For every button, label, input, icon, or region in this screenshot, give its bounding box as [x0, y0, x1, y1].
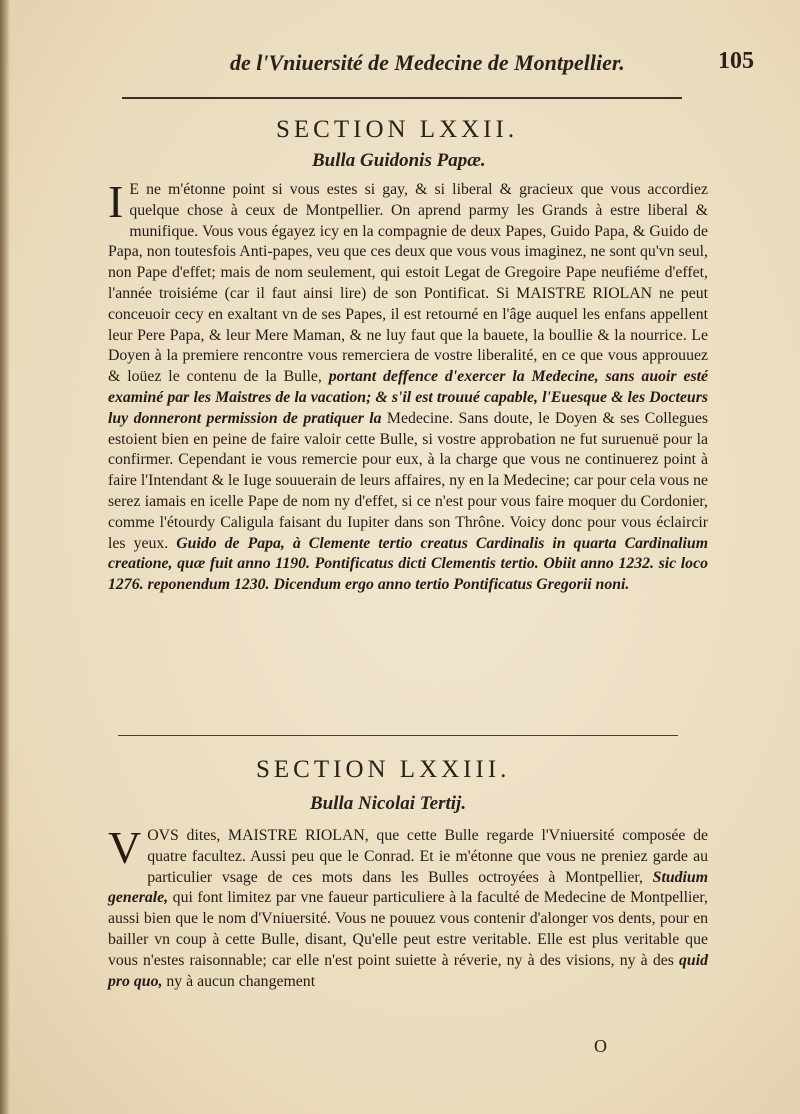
page-number: 105 [718, 48, 754, 74]
text-segment: Medecine. Sans doute, le Doyen & ses Collegues estoient bien en peine de faire valoir cette Bulle, si vostre approbation ne fut suruenuë pour la confirmer. Cependant ie vous remercie pour eux, à la charge que vous ne continuerez point à faire l'Intendant & le Iuge souuerain de leurs affaires, ny en la Medecine; car pour cela vous ne serez iamais en icelle Pape de nom ny d'effet, si ce n'est pour vous faire moquer du Cordonier, comme l'étourdy Caligula faisant du Iupiter dans son Thrône. Voicy donc pour vous éclaircir les yeux. [108, 409, 708, 552]
text-segment: qui font limitez par vne faueur particuliere à la faculté de Medecine de Montpellier, aussi bien que le nom d'Vniuersité. Vous ne pouuez vous contenir d'alonger vos dents, pour en bailler vn coup à cette Bulle, disant, Qu'elle peut estre veritable. Elle est plus veritable que vous n'estes raisonnable; car elle n'est point suiette à réverie, ny à des visions, ny à des [108, 889, 708, 969]
section-73-subtitle: Bulla Nicolai Tertij. [310, 793, 467, 814]
catchword: O [594, 1036, 607, 1056]
section-72-subtitle: Bulla Guidonis Papæ. [312, 150, 486, 171]
italic-segment: portant deffence d'exercer la Medecine, sans auoir esté examiné par les Maistres de la vacation; & s'il est trouué capable, l'Euesque & les Docteurs luy donneront permission de pratiquer la [108, 368, 708, 427]
page-header [120, 46, 760, 82]
drop-cap: V [108, 822, 142, 873]
text-segment: OVS dites, MAISTRE RIOLAN, que cette Bulle regarde l'Vniuersité composée de quatre facultez. Aussi peu que le Conrad. Et ie m'étonne que vous ne preniez garde au particulier vsage de ces mots dans les Bulles octroyées à Montpellier, [147, 827, 708, 886]
section-73-body [108, 822, 708, 992]
section-72-paragraph [108, 176, 708, 596]
page-spine-shadow [0, 0, 10, 1114]
running-head: de l'Vniuersité de Medecine de Montpellier. [230, 50, 625, 75]
italic-segment: Guido de Papa, à Clemente tertio creatus Cardinalis in quarta Cardinalium creatione, quæ fuit anno 1190. Pontificatus dicti Clementis tertio. Obiit anno 1232. sic loco 1276. reponendum 1230. Dicendum ergo anno tertio Pontificatus Gregorii noni. [108, 534, 708, 594]
header-rule [122, 97, 682, 99]
section-73-paragraph [108, 822, 708, 992]
section-divider [118, 735, 678, 736]
section-72-heading: SECTION LXXII. [276, 116, 519, 143]
section-73-heading: SECTION LXXIII. [256, 756, 511, 783]
italic-segment: Studium generale, [108, 868, 708, 907]
italic-segment: quid pro quo, [108, 951, 708, 990]
text-segment: E ne m'étonne point si vous estes si gay, & si liberal & gracieux que vous accordiez quelque chose à ceux de Montpellier. On aprend parmy les Grands à estre liberal & munifique. Vous vous égayez icy en la compagnie de deux Papes, Guido Papa, & Guido de Papa, non toutesfois Anti-papes, veu que ces deux que vous vous imaginez, ne sont qu'vn seul, non Pape d'effet; mais de nom seulement, qui estoit Legat de Gregoire Pape neufiéme d'effet, l'année troisiéme (car il faut ainsi lire) de son Pontificat. Si MAISTRE RIOLAN ne peut conceuoir cecy en exaltant vn de ses Papes, il est retourné en l'âge auquel les enfans appellent leur Pere Papa, & leur Mere Maman, & ne luy faut que la bauete, la boullie & la nourrice. Le Doyen à la premiere rencontre vous remerciera de vostre liberalité, en ce que vous approuuez & loüez le contenu de la Bulle, [108, 181, 708, 386]
text-segment: ny à aucun changement [162, 972, 316, 990]
drop-cap: I [108, 176, 124, 227]
section-72-body [108, 176, 708, 596]
